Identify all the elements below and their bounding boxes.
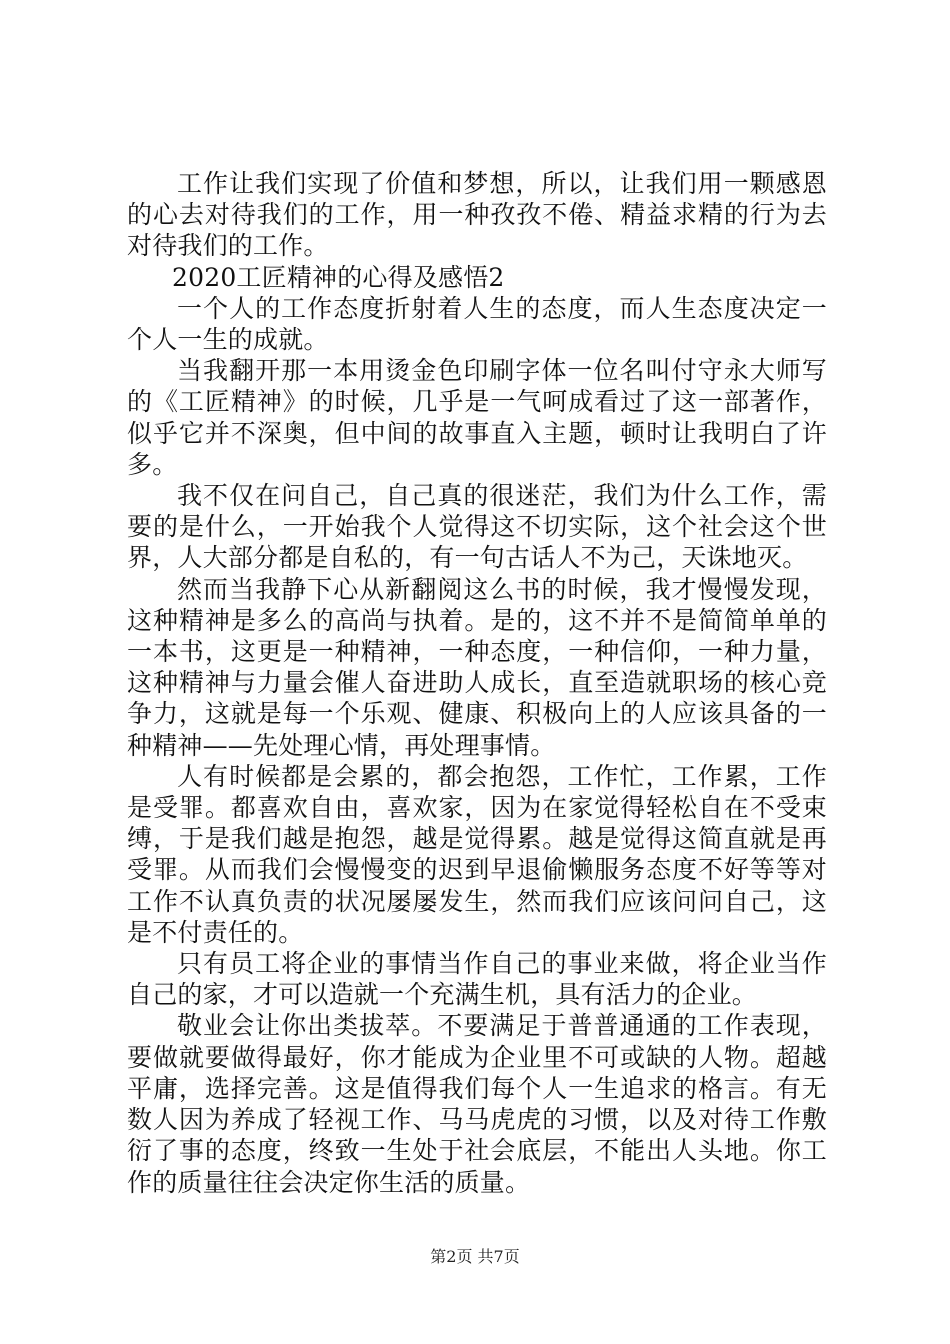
paragraph-self-question: 我不仅在问自己，自己真的很迷茫，我们为什么工作，需要的是什么，一开始我个人觉得这不切实际，这个社会这个世界，人大部分都是自私的，有一句古话人不为己，天诛地灭。 bbox=[127, 481, 827, 573]
paragraph-gratitude: 工作让我们实现了价值和梦想，所以，让我们用一颗感恩的心去对待我们的工作，用一种孜孜不倦、精益求精的行为去对待我们的工作。 bbox=[127, 169, 827, 261]
section-heading: 2020工匠精神的心得及感悟2 bbox=[172, 262, 505, 292]
paragraph-complaint: 人有时候都是会累的，都会抱怨，工作忙，工作累，工作是受罪。都喜欢自由，喜欢家，因为在家觉得轻松自在不受束缚，于是我们越是抱怨，越是觉得累。越是觉得这简直就是再受罪。从而我们会慢慢变的迟到早退偷懒服务态度不好等等对工作不认真负责的状况屡屡发生，然而我们应该问问自己，这是不付责任的。 bbox=[127, 761, 827, 947]
paragraph-book-intro: 当我翻开那一本用烫金色印刷字体一位名叫付守永大师写的《工匠精神》的时候，几乎是一气呵成看过了这一部著作，似乎它并不深奥，但中间的故事直入主题，顿时让我明白了许多。 bbox=[127, 356, 827, 479]
page-footer: 第2页 共7页 bbox=[430, 1247, 520, 1266]
paragraph-attitude: 一个人的工作态度折射着人生的态度，而人生态度决定一个人一生的成就。 bbox=[127, 293, 827, 355]
paragraph-employee: 只有员工将企业的事情当作自己的事业来做，将企业当作自己的家，才可以造就一个充满生机，具有活力的企业。 bbox=[127, 949, 827, 1010]
document-body bbox=[127, 168, 827, 1198]
paragraph-dedication: 敬业会让你出类拔萃。不要满足于普普通通的工作表现，要做就要做得最好，你才能成为企业里不可或缺的人物。超越平庸，选择完善。这是值得我们每个人一生追求的格言。有无数人因为养成了轻视工作、马马虎虎的习惯，以及对待工作敷衍了事的态度，终致一生处于社会底层，不能出人头地。你工作的质量往往会决定你生活的质量。 bbox=[127, 1011, 827, 1197]
paragraph-spirit: 然而当我静下心从新翻阅这么书的时候，我才慢慢发现，这种精神是多么的高尚与执着。是的，这不并不是简简单单的一本书，这更是一种精神，一种态度，一种信仰，一种力量，这种精神与力量会催人奋进助人成长，直至造就职场的核心竞争力，这就是每一个乐观、健康、积极向上的人应该具备的一种精神——先处理心情，再处理事情。 bbox=[127, 574, 827, 760]
